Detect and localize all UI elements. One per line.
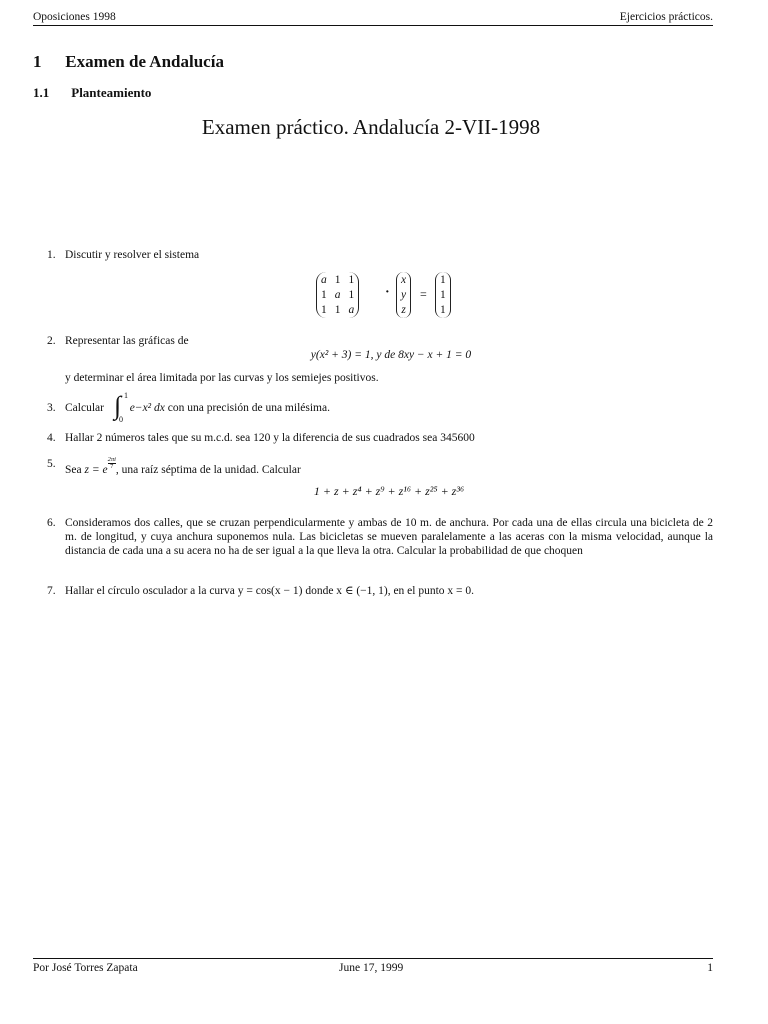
footer-author: Por José Torres Zapata (33, 962, 138, 974)
page-number: 1 (707, 962, 713, 974)
footer-date: June 17, 1999 (339, 962, 404, 974)
exercise-text: Sea z = e $\frac{2\pi i}{7}$ , una raíz séptima de la unidad. Calcular (65, 456, 301, 476)
section-number: 1 (33, 52, 42, 71)
exercise-number: 1. (47, 249, 56, 261)
exercise-6 (33, 516, 713, 558)
exponent-fraction: $\frac{2\pi i}{7}$ (107, 456, 116, 470)
exercise-number: 6. (47, 517, 56, 529)
exercise-text: Representar las gráficas de (65, 335, 189, 347)
exercise-number: 4. (47, 432, 56, 444)
header-right: Ejercicios prácticos. (619, 11, 713, 23)
exercise-text: y determinar el área limitada por las curvas y los semiejes positivos. (65, 372, 379, 384)
exercise-7 (33, 584, 713, 598)
exercise-number: 2. (47, 335, 56, 347)
exercise-4 (33, 431, 713, 445)
exercise-text: Hallar 2 números tales que su m.c.d. sea 120 y la diferencia de sus cuadrados sea 345600 (65, 432, 475, 444)
matrix-b: 1 1 1 (435, 272, 451, 318)
header-rule (33, 25, 713, 26)
exercise-2-continued (33, 371, 713, 385)
exercise-number: 5. (47, 458, 56, 470)
exam-title: Examen práctico. Andalucía 2-VII-1998 (201, 115, 541, 139)
dot-operator: · (385, 285, 390, 300)
formula-sum: 1 + z + z⁴ + z⁹ + z¹⁶ + z²⁵ + z³⁶ (313, 484, 465, 498)
footer-rule (33, 958, 713, 959)
exercise-text: Discutir y resolver el sistema (65, 249, 200, 261)
formula-curves: y(x² + 3) = 1, y de 8xy − x + 1 = 0 (310, 349, 472, 361)
header-left: Oposiciones 1998 (33, 11, 116, 23)
matrix-equation (316, 272, 466, 320)
exercise-text: Consideramos dos calles, que se cruzan perpendicularmente y ambas de 10 m. de anchura. Por cada una de ellas circula una bicicleta de 2 m. de longitud, y cuya anchura suponemos nula. Las bicicletas se mueven paralelamente a las aceras con la misma velocidad, aunque la distancia de cada una a su acera no ha de ser igual a la que lleva la otra. Calcular la probabilidad de que choquen (65, 517, 713, 557)
matrix-x: x y z (396, 272, 411, 318)
integrand: e−x² dx (129, 402, 165, 414)
exercise-2 (33, 334, 713, 348)
subsection-title: Planteamiento (71, 85, 152, 100)
subsection-heading (33, 85, 151, 101)
matrix-a: a 1 1 1 a 1 1 1 a (316, 272, 359, 318)
equals-sign: = (420, 287, 427, 301)
subsection-number: 1.1 (33, 85, 50, 100)
exercise-number: 7. (47, 585, 56, 597)
exercise-5 (33, 457, 713, 477)
exercise-number: 3. (47, 402, 56, 414)
section-heading (33, 52, 224, 72)
section-title: Examen de Andalucía (65, 52, 224, 71)
integral-sign: ∫ 1 0 (114, 391, 128, 424)
exercise-1 (33, 248, 713, 262)
page-header (33, 11, 713, 23)
exercise-text: Calcular e−x² dx con una precisión de una milésima. (65, 402, 330, 414)
exercise-text: Hallar el círculo osculador a la curva y = cos(x − 1) donde x ∈ (−1, 1), en el punto x = 0. (65, 585, 475, 597)
